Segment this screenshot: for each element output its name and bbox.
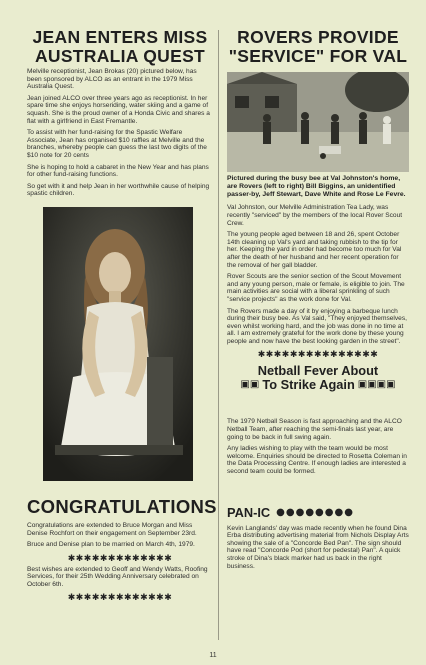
rovers-photo-caption: Pictured during the busy bee at Val Johnston's home, are Rovers (left to right) Bill Biggins, an unidentified passer-by, Jeff Stewart, Dave White and Rose Le Fevre. [227, 175, 406, 198]
jean-para-4: She is hoping to hold a cabaret in the New Year and has plans for other fund-raising functions. [27, 163, 209, 179]
netball-headline [227, 364, 409, 392]
netball-para-2: Any ladies wishing to play with the team would be most welcome. Enquiries should be directed to Rosetta Coleman in the Data Processing Centre. If enough ladies are interested a second team could be formed. [227, 445, 407, 476]
jean-photo [43, 207, 193, 481]
panic-dots-icon: ●●●●●●●● [276, 507, 354, 519]
jean-para-5: So get with it and help Jean in her worthwhile cause of helping spastic children. [27, 182, 210, 198]
rovers-para-2: The young people aged between 18 and 26, spent October 14th cleaning up Val's yard and taking rubbish to the tip for her. Keeping the yard in order had become too much for Val after the death of her husband and her recent operation for the removal of her gall bladder. [227, 231, 402, 269]
jean-headline [27, 28, 213, 66]
jean-headline-line1: JEAN ENTERS MISS [32, 27, 208, 47]
netball-headline-line1: Netball Fever About [257, 363, 379, 379]
rovers-photo [227, 72, 409, 172]
rovers-headline-line2: "SERVICE" FOR VAL [228, 46, 408, 66]
rovers-para-4: The Rovers made a day of it by enjoying a barbeque lunch during their busy bee. As Val said, "They enjoyed themselves, even whilst working hard, and the job was done in no time at all. I am extremely grateful for the work done by these young people and now have the best looking garden in the street". [227, 307, 407, 345]
jean-para-1: Melville receptionist, Jean Brokas (20) pictured below, has been sponsored by ALCO as an entrant in the 1979 Miss Australia Quest. [27, 68, 197, 91]
rovers-para-1: Val Johnston, our Melville Administration Tea Lady, was recently "serviced" by the members of the local Rover Scout Crew. [227, 204, 403, 227]
congrats-stars-2: ✱✱✱✱✱✱✱✱✱✱✱✱✱ [67, 593, 173, 604]
jean-para-2: Jean joined ALCO over three years ago as receptionist. In her spare time she enjoys horseriding, water skiing and a game of squash. She is the proud owner of a Honda Civic and shares a flat with a girlfriend in East Fremantle. [27, 94, 210, 125]
congrats-para-2: Bruce and Denise plan to be married on March 4th, 1979. [27, 541, 195, 549]
page-number: 11 [209, 652, 217, 659]
panic-headline-row [227, 506, 409, 520]
rovers-headline-line1: ROVERS PROVIDE [237, 27, 399, 47]
netball-headline-line2: To Strike Again [262, 377, 355, 393]
left-column [27, 27, 217, 604]
decorative-boxes-left-icon: ▣▣ [240, 379, 260, 391]
rovers-group-illustration [227, 72, 409, 172]
column-divider [218, 30, 219, 640]
jean-portrait-illustration [43, 207, 193, 481]
netball-headline-line2-row [227, 378, 409, 392]
congrats-para-3: Best wishes are extended to Geoff and Wendy Watts, Roofing Services, for their 25th Wedding Anniversary celebrated on October 6th. [27, 565, 208, 588]
jean-headline-line2: AUSTRALIA QUEST [34, 46, 206, 66]
congrats-stars-1: ✱✱✱✱✱✱✱✱✱✱✱✱✱ [67, 553, 173, 564]
jean-para-3: To assist with her fund-raising for the Spastic Welfare Associate, Jean has organised $10 raffles at Melville and the branches, whereby people can guess the last two digits of the $10 note for 20 cents [27, 129, 207, 159]
panic-para-1: Kevin Langlands' day was made recently when he found Dina Erba distributing advertising material from Nichols Display Arts showing the sale of a "Concorde Bed Pan". The sign should have read "Concorde Pod (short for pedestal) Pan". A quick stroke of Dina's black marker had us back in the right business. [227, 524, 409, 570]
congrats-para-1: Congratulations are extended to Bruce Morgan and Miss Denise Rochfort on their engagement on September 23rd. [27, 521, 197, 537]
rovers-para-3: Rover Scouts are the senior section of the Scout Movement and any young person, male or female, is eligible to join. The main activities are social with a liberal sprinkling of such "service projects" as the work done for Val. [227, 273, 405, 303]
panic-headline: PAN-IC [227, 504, 271, 520]
netball-para-1: The 1979 Netball Season is fast approaching and the ALCO Netball Team, after reaching the semi-finals last year, are going to be back in full swing again. [227, 418, 402, 441]
decorative-boxes-right-icon: ▣▣▣▣ [357, 379, 396, 391]
right-column [227, 28, 409, 570]
congratulations-headline: CONGRATULATIONS [27, 495, 217, 517]
rovers-stars: ✱✱✱✱✱✱✱✱✱✱✱✱✱✱✱ [257, 350, 379, 361]
rovers-headline [227, 28, 409, 66]
